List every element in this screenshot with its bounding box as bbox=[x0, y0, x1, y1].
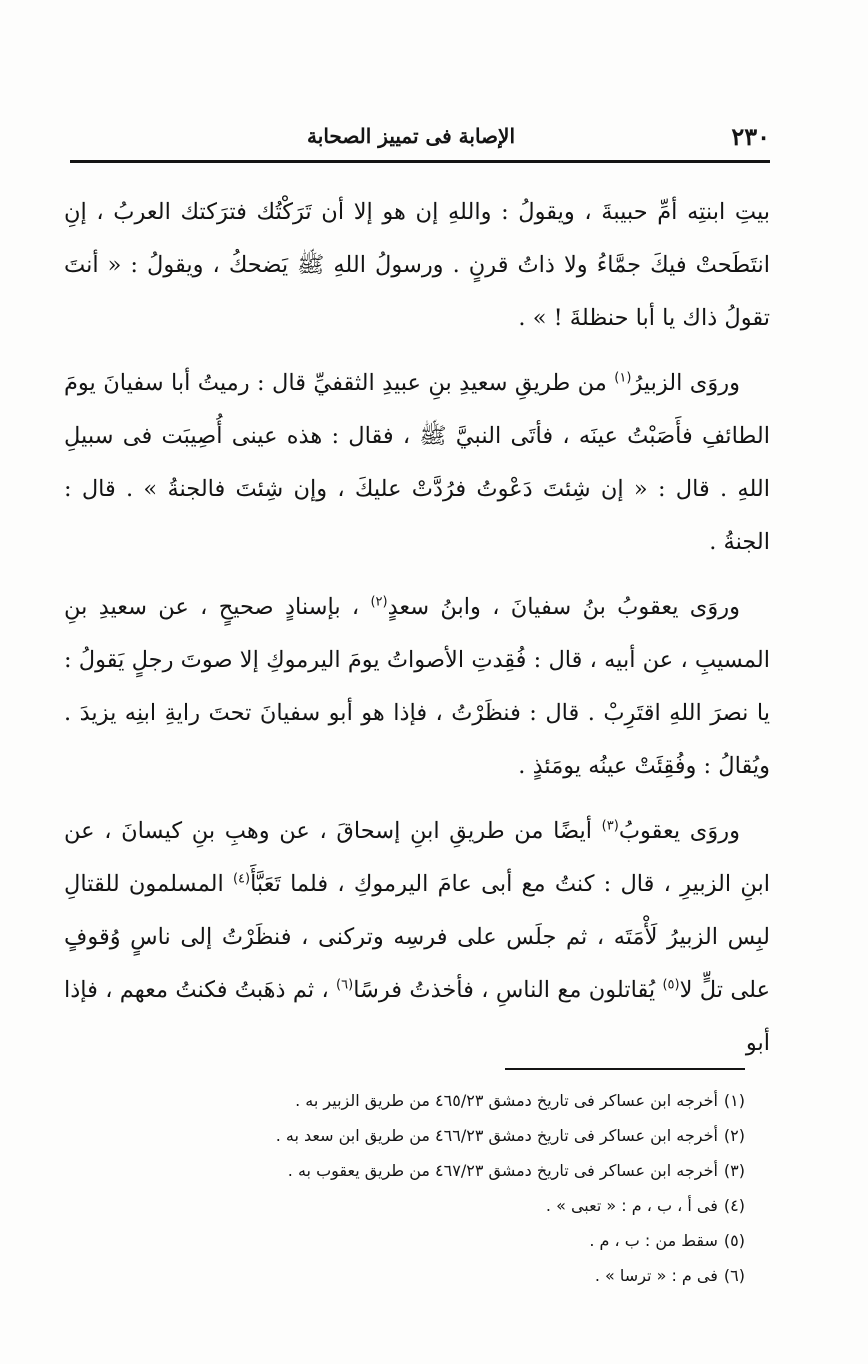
footnote-text: سقط من : ب ، م . bbox=[589, 1231, 718, 1250]
page-header bbox=[70, 118, 770, 158]
paragraph: بيتِ ابنتِه أمِّ حبيبةَ ، ويقولُ : واللهِ إن هو إلا أن تَرَكْتُك فترَكتك العربُ ، إنِ انتَطَحتْ فيكَ جمَّاءُ ولا ذاتُ قرنٍ . ورسولُ اللهِ ﷺ يَضحكُ ، ويقولُ : « أنتَ تقولُ ذاك يا أبا حنظلةَ ! » . bbox=[64, 199, 770, 331]
footnote-number: (٣) bbox=[723, 1161, 745, 1180]
footnotes bbox=[100, 1083, 745, 1293]
footnote-number: (٦) bbox=[723, 1266, 745, 1285]
paragraph: وروَى الزبيرُ$^{(١)}$ من طريقِ سعيدِ بنِ عبيدِ الثقفيِّ قال : رميتُ أبا سفيانَ يومَ الطائفِ فأَصَبْتُ عينَه ، فأتَى النبيَّ ﷺ ، فقال : هذه عينى أُصِيبَت فى سبيلِ اللهِ . قال : « إن شِئتَ دَعْوتُ فرُدَّتْ عليكَ ، وإن شِئتَ فالجنةُ » . قال : الجنةُ . bbox=[64, 370, 770, 555]
footnote-text: فى أ ، ب ، م : « تعبى » . bbox=[545, 1196, 718, 1215]
header-rule bbox=[70, 160, 770, 163]
footnote-marker: (٤) bbox=[232, 871, 251, 887]
body-text bbox=[64, 186, 770, 1082]
footnote bbox=[100, 1188, 745, 1223]
paragraph: وروَى يعقوبُ بنُ سفيانَ ، وابنُ سعدٍ$^{(٢)}$ ، بإسنادٍ صحيحٍ ، عن سعيدِ بنِ المسيبِ ، عن أبيه ، قال : فُقِدتِ الأصواتُ يومَ اليرموكِ إلا صوتَ رجلٍ يَقولُ : يا نصرَ اللهِ اقتَرِبْ . قال : فنظَرْتُ ، فإذا هو أبو سفيانَ تحتَ رايةِ ابنِه يزيدَ . ويُقالُ : وفُقِئَتْ عينُه يومَئذٍ . bbox=[64, 594, 770, 779]
footnote bbox=[100, 1118, 745, 1153]
footnote bbox=[100, 1153, 745, 1188]
footnote-number: (١) bbox=[723, 1091, 745, 1110]
footnote-marker: (١) bbox=[614, 370, 632, 386]
page-number: ٢٣٠ bbox=[731, 122, 770, 151]
footnote-text: فى م : « ترسا » . bbox=[594, 1266, 718, 1285]
footnote-text: أخرجه ابن عساكر فى تاريخ دمشق ٤٦٧/٢٣ من طريق يعقوب به . bbox=[287, 1161, 718, 1180]
footnote-marker: (٥) bbox=[662, 977, 680, 993]
running-title: الإصابة فى تمييز الصحابة bbox=[307, 124, 515, 148]
footnote bbox=[100, 1223, 745, 1258]
footnote-text: أخرجه ابن عساكر فى تاريخ دمشق ٤٦٦/٢٣ من طريق ابن سعد به . bbox=[275, 1126, 718, 1145]
footnote-marker: (٣) bbox=[601, 818, 619, 834]
paragraph: وروَى يعقوبُ$^{(٣)}$ أيضًا من طريقِ ابنِ إسحاقَ ، عن وهبِ بنِ كيسانَ ، عن ابنِ الزبيرِ ، قال : كنتُ مع أبى عامَ اليرموكِ ، فلما تَعَبَّأَ$^{(٤)}$ المسلمون للقتالِ لبِس الزبيرُ لَأْمَتَه ، ثم جلَس على فرسِه وتركنى ، فنظَرْتُ إلى ناسٍ وُقوفٍ على تلٍّ لا$^{(٥)}$ يُقاتلون مع الناسِ ، فأخذتُ فرسًا$^{(٦)}$ ، ثم ذهَبتُ فكنتُ معهم ، فإذا أبو bbox=[64, 818, 771, 1056]
footnote-number: (٥) bbox=[723, 1231, 745, 1250]
footnote bbox=[100, 1083, 745, 1118]
footnote-text: أخرجه ابن عساكر فى تاريخ دمشق ٤٦٥/٢٣ من طريق الزبير به . bbox=[295, 1091, 718, 1110]
footnote-rule bbox=[505, 1068, 745, 1070]
footnote-marker: (٢) bbox=[370, 594, 388, 610]
footnote bbox=[100, 1258, 745, 1293]
footnote-number: (٤) bbox=[723, 1196, 745, 1215]
footnote-marker: (٦) bbox=[336, 977, 354, 993]
footnote-number: (٢) bbox=[723, 1126, 745, 1145]
